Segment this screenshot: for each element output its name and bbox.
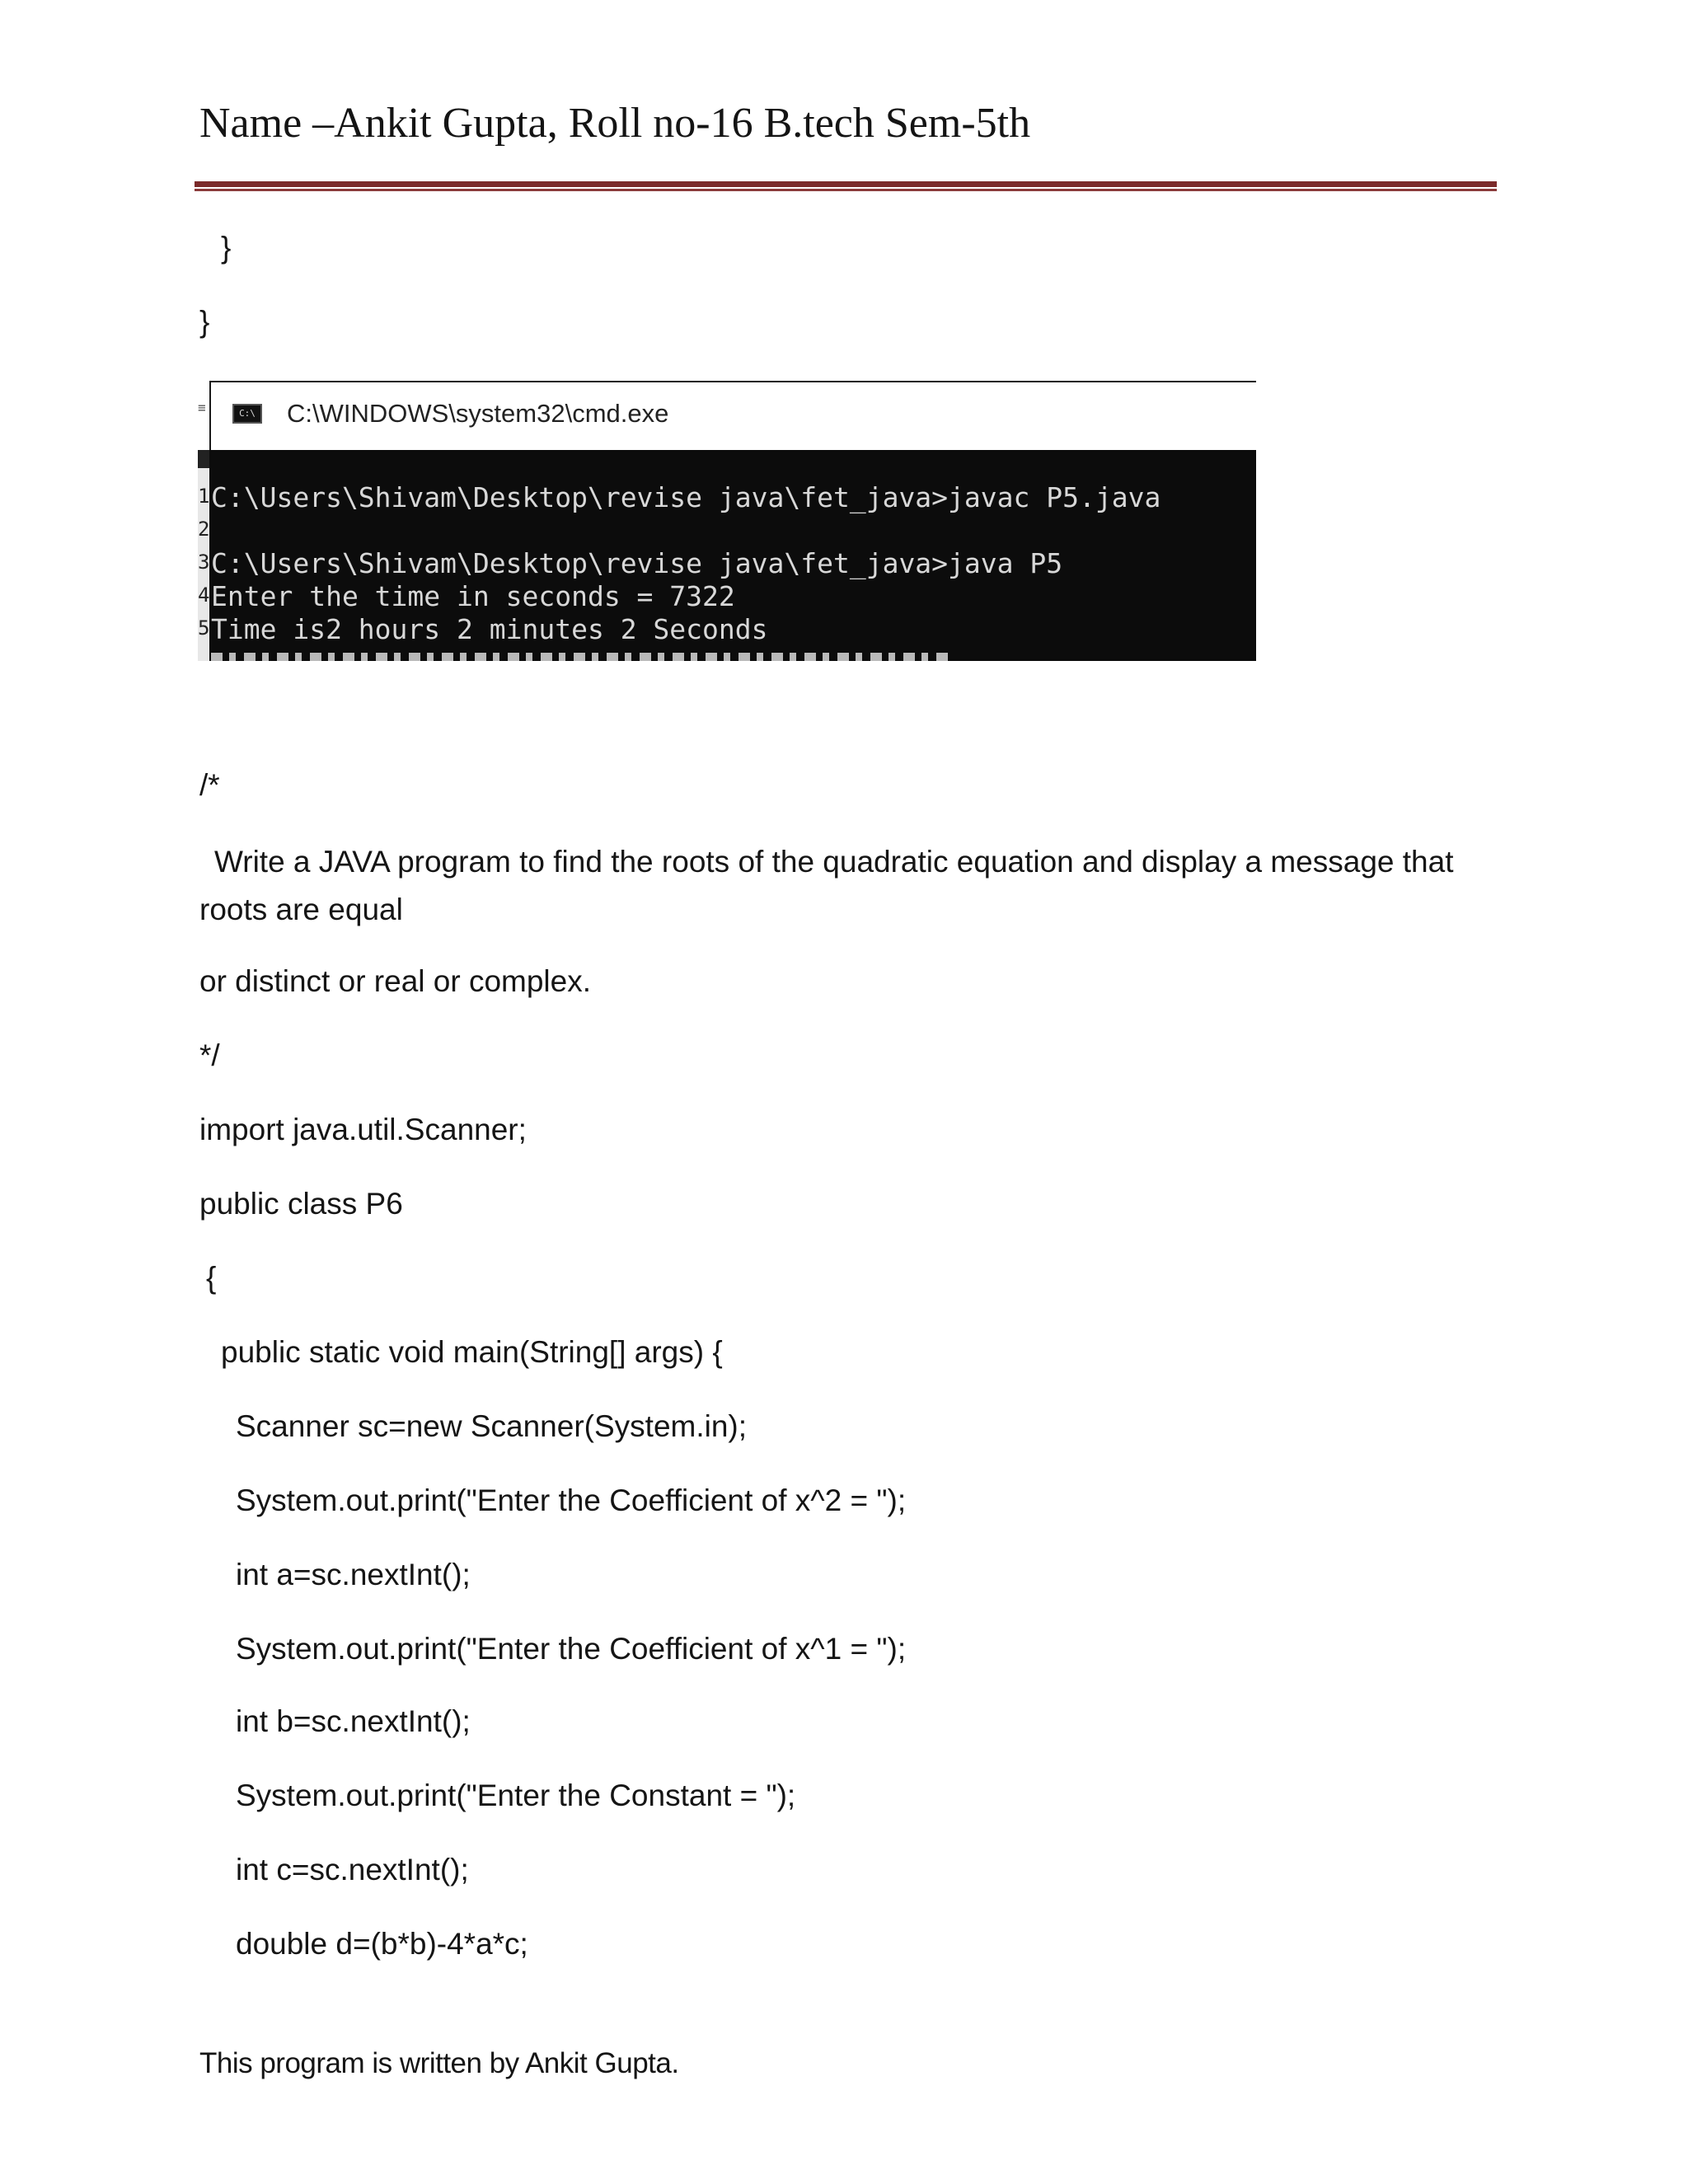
gutter-number: 4: [198, 583, 210, 607]
cmd-icon: C:\: [232, 404, 262, 424]
code-line: double d=(b*b)-4*a*c;: [236, 1927, 528, 1961]
program-description-continued: or distinct or real or complex.: [199, 964, 592, 998]
comment-open: /*: [199, 768, 220, 802]
terminal-window-title: C:\WINDOWS\system32\cmd.exe: [287, 399, 669, 428]
code-closing-brace-inner: }: [221, 231, 232, 265]
terminal-cropped-line: [211, 653, 953, 661]
code-line: System.out.print("Enter the Constant = ");: [236, 1779, 796, 1812]
program-description: Write a JAVA program to find the roots of the quadratic equation and display a message that roots are equal: [199, 845, 1454, 926]
code-line: int a=sc.nextInt();: [236, 1558, 471, 1591]
code-line: public static void main(String[] args) {: [221, 1335, 723, 1369]
terminal-line: C:\Users\Shivam\Desktop\revise java\fet_java>javac P5.java: [211, 481, 1161, 513]
code-line: Scanner sc=new Scanner(System.in);: [236, 1409, 748, 1443]
terminal-line: Time is2 hours 2 minutes 2 Seconds: [211, 613, 768, 645]
comment-close: */: [199, 1038, 220, 1072]
code-line: int c=sc.nextInt();: [236, 1853, 469, 1886]
code-closing-brace-outer: }: [199, 305, 210, 339]
page-title: Name –Ankit Gupta, Roll no-16 B.tech Sem-5th: [199, 100, 1031, 147]
page-footer: This program is written by Ankit Gupta.: [199, 2047, 679, 2079]
code-line: import java.util.Scanner;: [199, 1113, 527, 1146]
terminal-titlebar: [209, 381, 1256, 450]
terminal-line: C:\Users\Shivam\Desktop\revise java\fet_java>java P5: [211, 547, 1063, 579]
terminal-gutter: [198, 450, 209, 661]
code-line: int b=sc.nextInt();: [236, 1704, 471, 1738]
terminal-edge-marks: ≡: [198, 400, 206, 415]
terminal-screenshot: [198, 381, 1256, 661]
code-line: public class P6: [199, 1187, 403, 1221]
code-line: System.out.print("Enter the Coefficient of x^2 = ");: [236, 1483, 907, 1517]
terminal-line: Enter the time in seconds = 7322: [211, 580, 735, 612]
gutter-number: 1: [198, 485, 210, 508]
gutter-number: 5: [198, 616, 210, 640]
header-rule: [195, 181, 1497, 187]
code-line: {: [206, 1261, 217, 1295]
gutter-number: 3: [198, 551, 210, 574]
header-rule-thin: [195, 189, 1497, 191]
terminal-body: [198, 450, 1256, 661]
code-line: System.out.print("Enter the Coefficient of x^1 = ");: [236, 1632, 907, 1666]
gutter-number: 2: [198, 518, 210, 541]
